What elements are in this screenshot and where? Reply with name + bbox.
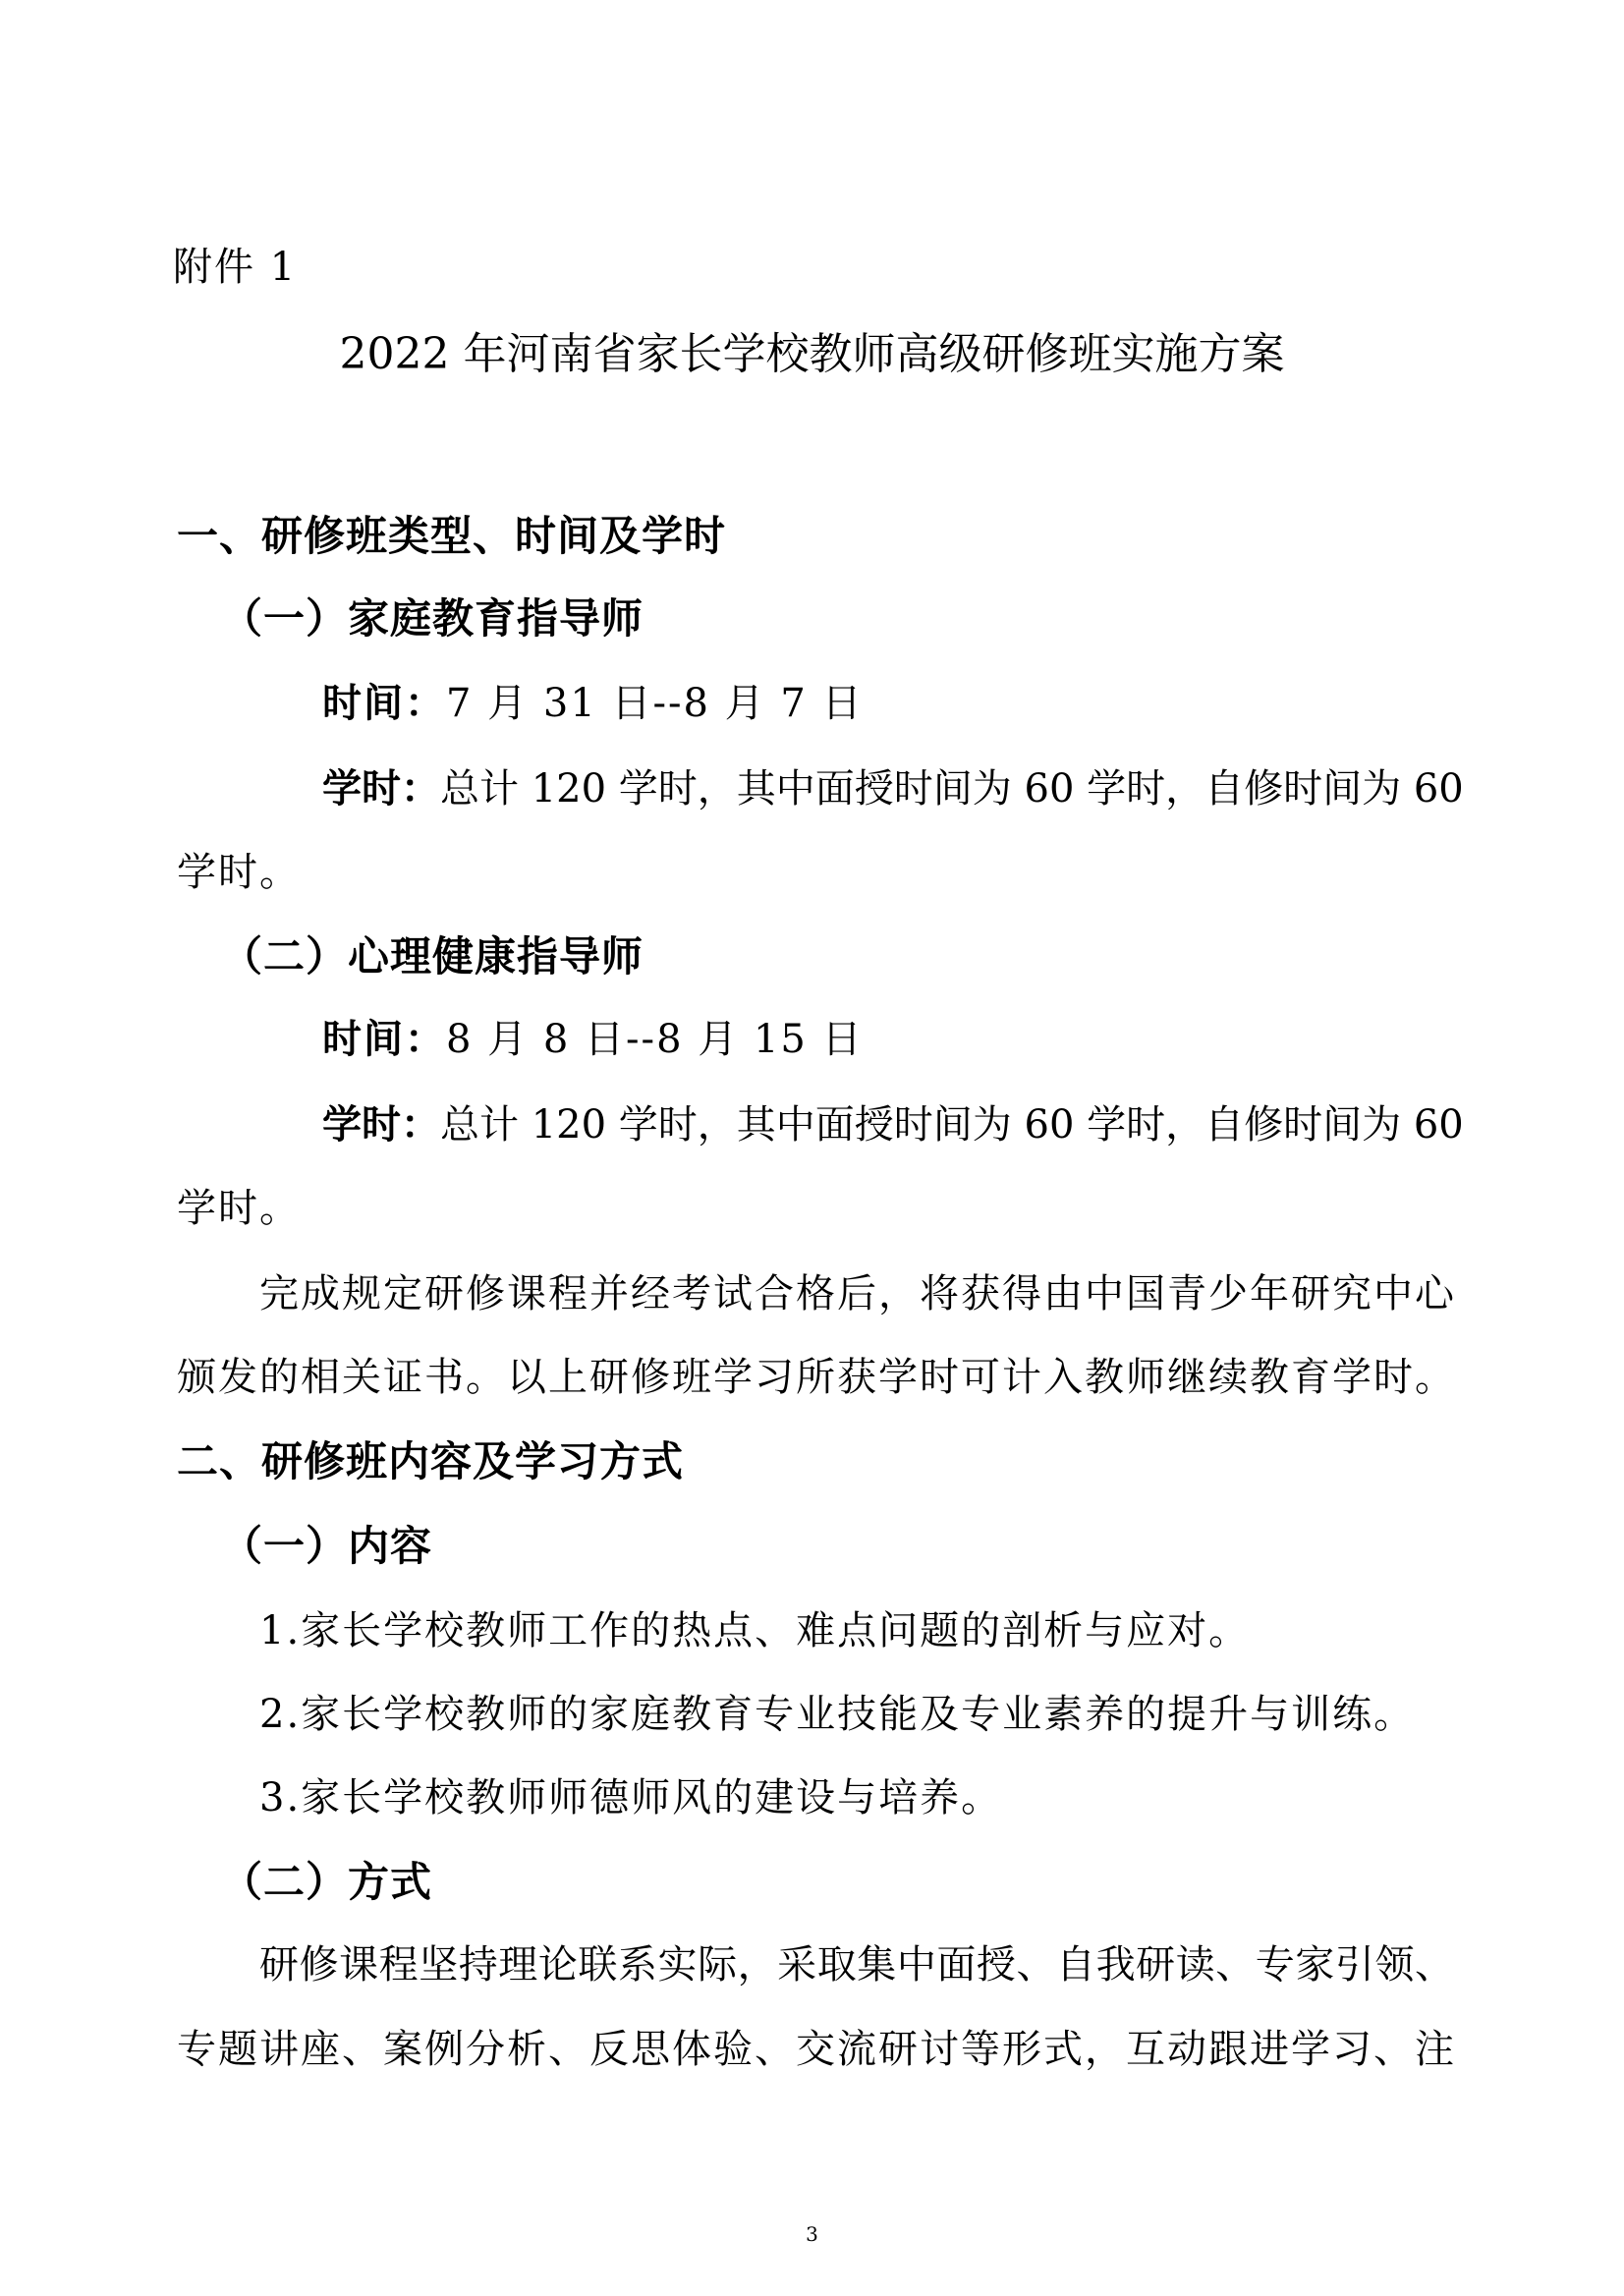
content-item-1: 1.家长学校教师工作的热点、难点问题的剖析与应对。 [259, 1608, 1251, 1653]
completion-para-line1: 完成规定研修课程并经考试合格后，将获得由中国青少年研究中心 [259, 1271, 1454, 1316]
section1-sub2-heading: （二）心理健康指导师 [221, 932, 644, 980]
section2-sub1-heading: （一）内容 [221, 1522, 433, 1570]
sub1-hours-cont: 学时。 [177, 850, 301, 895]
sub2-hours-cont: 学时。 [177, 1186, 301, 1231]
section1-sub1-heading: （一）家庭教育指导师 [221, 594, 644, 643]
sub1-hours-value: 总计 120 学时，其中面授时间为 60 学时，自修时间为 60 [440, 766, 1464, 812]
sub1-time-line [322, 681, 864, 726]
method-line2: 专题讲座、案例分析、反思体验、交流研讨等形式，互动跟进学习、注 [177, 2027, 1454, 2072]
sub1-time-label: 时间： [322, 681, 446, 726]
page-number: 3 [806, 2222, 818, 2246]
method-line1: 研修课程坚持理论联系实际，采取集中面授、自我研读、专家引领、 [259, 1942, 1454, 1988]
sub2-hours-label: 学时： [322, 1102, 440, 1148]
completion-para-line2: 颁发的相关证书。以上研修班学习所获学时可计入教师继续教育学时。 [177, 1355, 1454, 1400]
section1-heading: 一、研修班类型、时间及学时 [177, 512, 727, 560]
sub2-time-label: 时间： [322, 1017, 446, 1062]
sub1-time-value: 7 月 31 日--8 月 7 日 [446, 681, 864, 726]
sub1-hours-label: 学时： [322, 766, 440, 812]
document-title: 2022 年河南省家长学校教师高级研修班实施方案 [339, 329, 1285, 379]
sub2-hours-line [322, 1102, 1464, 1148]
section2-sub2-heading: （二）方式 [221, 1858, 433, 1906]
sub1-hours-line [322, 766, 1464, 812]
sub2-time-line [322, 1017, 864, 1062]
content-item-2: 2.家长学校教师的家庭教育专业技能及专业素养的提升与训练。 [259, 1692, 1416, 1737]
section2-heading: 二、研修班内容及学习方式 [177, 1437, 685, 1485]
sub2-hours-value: 总计 120 学时，其中面授时间为 60 学时，自修时间为 60 [440, 1102, 1464, 1148]
attachment-label: 附件 1 [173, 245, 298, 290]
content-item-3: 3.家长学校教师师德师风的建设与培养。 [259, 1775, 1003, 1820]
sub2-time-value: 8 月 8 日--8 月 15 日 [446, 1017, 864, 1062]
